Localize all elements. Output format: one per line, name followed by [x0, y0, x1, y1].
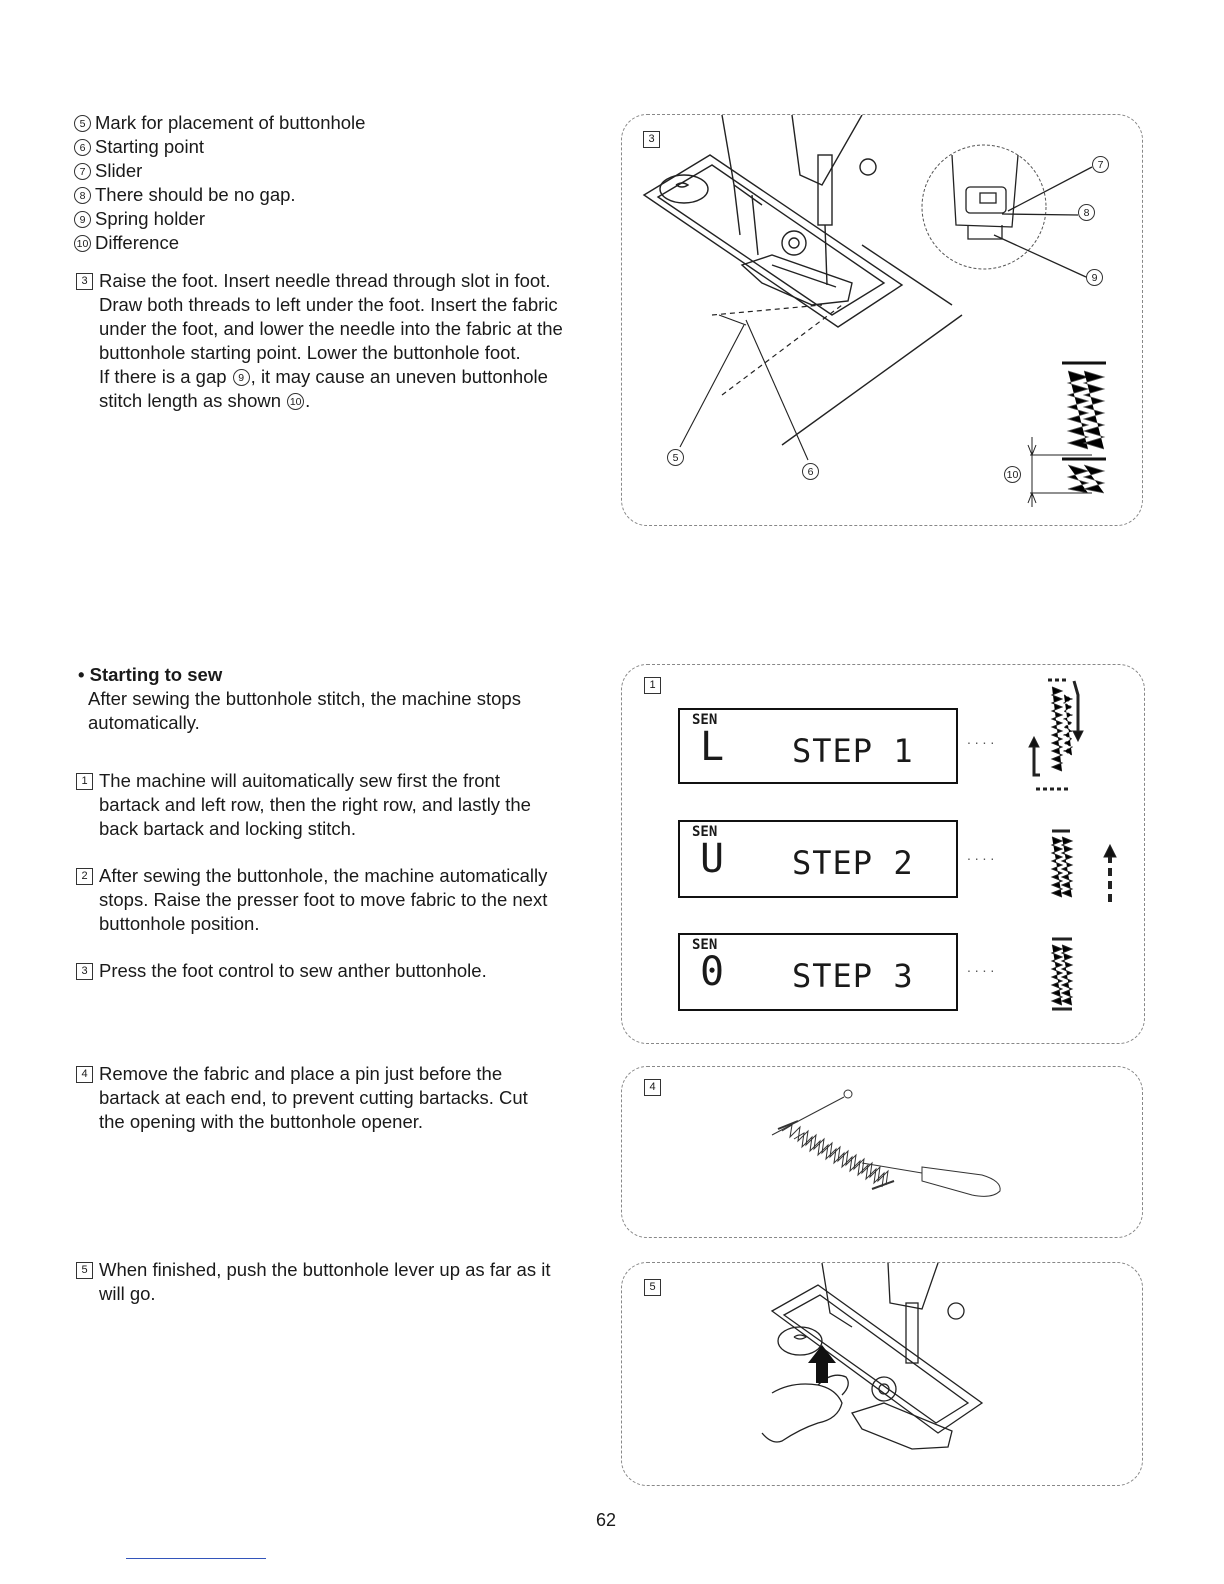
sen-label: SEN [692, 712, 718, 728]
lcd-step-text: STEP 2 [792, 844, 914, 882]
lcd-glyph: L [700, 724, 725, 770]
seam-ripper-illustration [622, 1067, 1142, 1237]
starting-to-sew-section: • Starting to sew After sewing the buttonhole stitch, the machine stops automatically. [78, 663, 598, 735]
figure-number-box: 4 [644, 1079, 661, 1096]
callout-5-icon: 5 [667, 449, 684, 466]
step-number-box: 3 [76, 963, 93, 980]
step3-intro-paragraph: 3 Raise the foot. Insert needle thread through slot in foot. Draw both threads to left under the foot. Insert the fabric under the foot, and lower the needle into the fabric at the buttonhole starting point. Lower the buttonhole foot. If there is a gap 9 , it may cause an uneven buttonhole stitch length as shown 10 . [76, 269, 616, 413]
legend-item: 6 Starting point [74, 135, 365, 159]
legend-item: 8 There should be no gap. [74, 183, 365, 207]
step-number-box: 3 [76, 273, 93, 290]
dot-leader: . . . . [967, 847, 995, 863]
callout-8-icon: 8 [74, 187, 91, 204]
lcd-display-step-1 [678, 708, 958, 784]
callout-7-icon: 7 [74, 163, 91, 180]
lcd-glyph: U [700, 836, 725, 882]
figure-lcd-steps [621, 664, 1145, 1044]
figure-number-box: 1 [644, 677, 661, 694]
step-number-box: 5 [76, 1262, 93, 1279]
callout-10-icon: 10 [287, 393, 304, 410]
dot-leader: . . . . [967, 959, 995, 975]
callout-6-icon: 6 [802, 463, 819, 480]
lcd-step-text: STEP 1 [792, 732, 914, 770]
step-number-box: 2 [76, 868, 93, 885]
callout-9-icon: 9 [74, 211, 91, 228]
footer-rule [126, 1558, 266, 1559]
section-heading: • Starting to sew [78, 664, 223, 685]
callout-8-icon: 8 [1078, 204, 1095, 221]
dot-leader: . . . . [967, 731, 995, 747]
figure-buttonhole-opener [621, 1066, 1143, 1238]
callout-10-icon: 10 [1004, 466, 1021, 483]
page-number: 62 [596, 1510, 617, 1530]
parts-legend [74, 111, 365, 255]
figure-number-box: 5 [644, 1279, 661, 1296]
callout-9-icon: 9 [233, 369, 250, 386]
callout-7-icon: 7 [1092, 156, 1109, 173]
lcd-step-text: STEP 3 [792, 957, 914, 995]
legend-item: 10 Difference [74, 231, 365, 255]
lever-up-illustration [622, 1263, 1142, 1485]
step-3-paragraph: 3 Press the foot control to sew anther buttonhole. [76, 959, 616, 983]
legend-item: 9 Spring holder [74, 207, 365, 231]
step-number-box: 1 [76, 773, 93, 790]
legend-item: 7 Slider [74, 159, 365, 183]
step-number-box: 4 [76, 1066, 93, 1083]
callout-5-icon: 5 [74, 115, 91, 132]
callout-6-icon: 6 [74, 139, 91, 156]
step-4-paragraph: 4 Remove the fabric and place a pin just before the bartack at each end, to prevent cutting bartacks. Cut the opening with the buttonhole opener. [76, 1062, 616, 1134]
callout-9-icon: 9 [1086, 269, 1103, 286]
lcd-display-step-3 [678, 933, 958, 1011]
step-1-paragraph: 1 The machine will auitomatically sew first the front bartack and left row, then the right row, and lastly the back bartack and locking stitch. [76, 769, 616, 841]
lcd-display-step-2 [678, 820, 958, 898]
figure-number-box: 3 [643, 131, 660, 148]
legend-item: 5 Mark for placement of buttonhole [74, 111, 365, 135]
foot-placement-illustration [622, 115, 1142, 525]
lcd-glyph: 0 [700, 949, 725, 995]
sen-label: SEN [692, 824, 718, 840]
sen-label: SEN [692, 937, 718, 953]
figure-buttonhole-foot-placement [621, 114, 1143, 526]
callout-10-icon: 10 [74, 235, 91, 252]
figure-lever-up [621, 1262, 1143, 1486]
step-2-paragraph: 2 After sewing the buttonhole, the machine automatically stops. Raise the presser foot to move fabric to the next buttonhole position. [76, 864, 616, 936]
step-5-paragraph: 5 When finished, push the buttonhole lever up as far as it will go. [76, 1258, 616, 1306]
